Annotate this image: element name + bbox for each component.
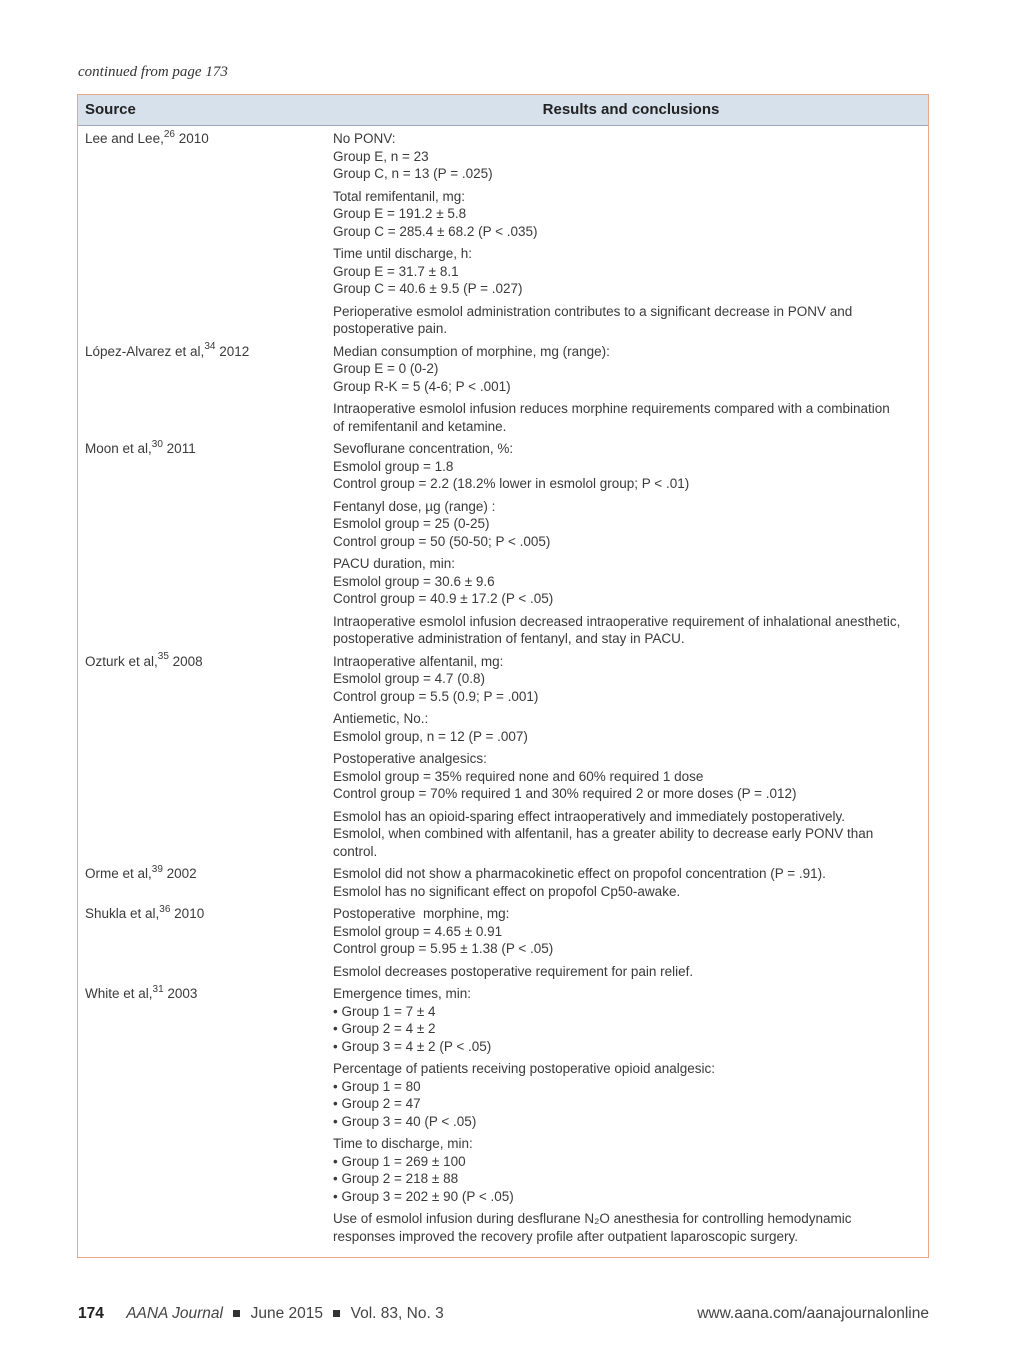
result-line: • Group 2 = 47 [333, 1096, 421, 1111]
result-paragraph [333, 440, 924, 493]
source-reference: 35 [157, 651, 169, 662]
results-table [77, 94, 929, 1258]
result-line: Esmolol group = 25 (0-25) [333, 516, 490, 531]
table-body [78, 126, 928, 1250]
source-cell [78, 440, 333, 653]
result-line: • Group 2 = 4 ± 2 [333, 1021, 436, 1036]
result-line: Fentanyl dose, µg (range) : [333, 498, 496, 514]
source-reference: 26 [163, 128, 175, 140]
result-line: • Group 3 = 40 (P < .05) [333, 1113, 477, 1129]
result-line: • Group 2 = 218 ± 88 [333, 1171, 459, 1186]
result-line: Group E = 191.2 ± 5.8 [333, 206, 467, 221]
result-paragraph [333, 710, 924, 745]
source-reference: 30 [151, 438, 163, 450]
table-row [78, 985, 928, 1250]
page-footer [78, 1305, 929, 1323]
journal-name: AANA Journal [126, 1305, 223, 1322]
source-cell [78, 985, 333, 1250]
results-cell [333, 440, 928, 653]
result-line: • Group 1 = 269 ± 100 [333, 1153, 466, 1169]
result-line: Percentage of patients receiving postoperative opioid analgesic: [333, 1061, 715, 1076]
result-paragraph [333, 343, 924, 396]
result-line: Group C, n = 13 (P = .025) [333, 166, 493, 181]
result-line: Group E = 31.7 ± 8.1 [333, 263, 459, 279]
source-reference: 34 [204, 341, 216, 352]
result-line: Esmolol group = 4.7 (0.8) [333, 671, 485, 686]
result-line: Perioperative esmolol administration contributes to a significant decrease in PONV and [333, 303, 853, 319]
table-row [78, 130, 928, 343]
result-line: • Group 1 = 80 [333, 1078, 421, 1094]
table-header [78, 95, 928, 126]
result-paragraph [333, 963, 924, 981]
header-results: Results and conclusions [542, 101, 720, 118]
result-line: • Group 1 = 7 ± 4 [333, 1003, 436, 1019]
result-paragraph [333, 498, 924, 551]
result-line: Postoperative morphine, mg: [333, 906, 510, 921]
source-year: 2010 [170, 906, 205, 921]
source-reference: 36 [159, 903, 171, 915]
result-line: responses improved the recovery profile after outpatient laparoscopic surgery. [333, 1228, 798, 1244]
source-author: Moon et al, [85, 441, 152, 456]
result-paragraph [333, 130, 924, 183]
result-line: Intraoperative esmolol infusion decreased intraoperative requirement of inhalational anesthetic, [333, 613, 901, 629]
result-paragraph [333, 1060, 924, 1130]
table-row [78, 440, 928, 653]
result-paragraph [333, 865, 924, 900]
result-line: Esmolol has an opioid-sparing effect intraoperatively and immediately postoperatively. [333, 808, 846, 824]
result-line: Use of esmolol infusion during desflurane N₂O anesthesia for controlling hemodynamic [333, 1211, 852, 1226]
source-cell [78, 343, 333, 441]
separator-square-icon [333, 1310, 340, 1317]
source-cell [78, 653, 333, 866]
result-line: Esmolol group = 4.65 ± 0.91 [333, 923, 503, 939]
result-line: Esmolol group = 1.8 [333, 458, 454, 474]
source-cell [78, 130, 333, 343]
separator-square-icon [233, 1310, 240, 1317]
result-paragraph [333, 400, 924, 435]
result-line: Emergence times, min: [333, 986, 472, 1001]
result-paragraph [333, 905, 924, 958]
source-year: 2011 [162, 441, 196, 456]
result-line: Control group = 40.9 ± 17.2 (P < .05) [333, 591, 554, 606]
result-paragraph [333, 985, 924, 1055]
results-cell [333, 343, 928, 441]
result-line: Esmolol group = 30.6 ± 9.6 [333, 573, 495, 589]
result-line: Sevoflurane concentration, %: [333, 441, 514, 456]
result-line: control. [333, 843, 378, 859]
result-line: PACU duration, min: [333, 556, 456, 571]
source-author: Lee and Lee, [85, 131, 164, 146]
result-line: Intraoperative esmolol infusion reduces morphine requirements compared with a combination [333, 401, 890, 416]
result-paragraph [333, 653, 924, 706]
result-line: Control group = 2.2 (18.2% lower in esmolol group; P < .01) [333, 476, 690, 491]
results-cell [333, 905, 928, 985]
result-paragraph [333, 613, 924, 648]
result-paragraph [333, 188, 924, 241]
result-line: Group E = 0 (0-2) [333, 361, 439, 376]
header-source: Source [85, 101, 136, 118]
result-line: Time until discharge, h: [333, 246, 473, 261]
results-cell [333, 865, 928, 905]
result-line: of remifentanil and ketamine. [333, 418, 507, 434]
continued-note: continued from page 173 [78, 64, 228, 80]
result-line: Group C = 285.4 ± 68.2 (P < .035) [333, 223, 538, 239]
table-row [78, 865, 928, 905]
result-line: Esmolol group, n = 12 (P = .007) [333, 728, 528, 744]
source-year: 2003 [163, 986, 198, 1001]
source-author: Orme et al, [85, 866, 152, 881]
results-cell [333, 653, 928, 866]
result-line: Group E, n = 23 [333, 148, 429, 164]
result-line: postoperative administration of fentanyl, and stay in PACU. [333, 631, 685, 646]
source-author: López-Alvarez et al, [85, 343, 205, 359]
result-paragraph [333, 808, 924, 861]
source-author: Shukla et al, [85, 906, 160, 921]
result-line: Antiemetic, No.: [333, 711, 429, 726]
source-author: White et al, [85, 986, 153, 1001]
journal-url: www.aana.com/aanajournalonline [697, 1305, 929, 1322]
result-line: Control group = 5.95 ± 1.38 (P < .05) [333, 941, 554, 956]
result-line: Total remifentanil, mg: [333, 188, 466, 204]
source-author: Ozturk et al, [85, 653, 158, 669]
result-line: Control group = 70% required 1 and 30% required 2 or more doses (P = .012) [333, 786, 797, 801]
result-line: Intraoperative alfentanil, mg: [333, 653, 504, 669]
result-line: Esmolol has no significant effect on propofol Cp50-awake. [333, 883, 681, 899]
source-reference: 31 [152, 983, 164, 995]
result-line: Esmolol, when combined with alfentanil, has a greater ability to decrease early PONV than [333, 826, 874, 841]
result-line: Time to discharge, min: [333, 1136, 473, 1151]
source-year: 2012 [215, 343, 250, 359]
result-line: Group R-K = 5 (4-6; P < .001) [333, 378, 511, 394]
result-paragraph [333, 303, 924, 338]
results-cell [333, 130, 928, 343]
issue-date: June 2015 [250, 1305, 323, 1322]
source-reference: 39 [151, 863, 163, 875]
source-year: 2008 [168, 653, 203, 669]
result-line: Esmolol group = 35% required none and 60% required 1 dose [333, 768, 704, 784]
result-line: Group C = 40.6 ± 9.5 (P = .027) [333, 281, 523, 296]
result-line: Esmolol did not show a pharmacokinetic effect on propofol concentration (P = .91). [333, 866, 826, 881]
results-cell [333, 985, 928, 1250]
source-cell [78, 905, 333, 985]
result-paragraph [333, 1135, 924, 1205]
result-line: Median consumption of morphine, mg (range): [333, 343, 610, 359]
result-line: No PONV: [333, 131, 396, 146]
result-line: Control group = 5.5 (0.9; P = .001) [333, 688, 539, 704]
source-year: 2002 [162, 866, 197, 881]
page-number: 174 [78, 1305, 104, 1322]
table-row [78, 653, 928, 866]
result-line: • Group 3 = 202 ± 90 (P < .05) [333, 1188, 514, 1204]
table-row [78, 343, 928, 441]
result-paragraph [333, 750, 924, 803]
result-paragraph [333, 245, 924, 298]
result-paragraph [333, 555, 924, 608]
result-line: Esmolol decreases postoperative requirement for pain relief. [333, 963, 694, 979]
table-row [78, 905, 928, 985]
result-line: Postoperative analgesics: [333, 751, 487, 766]
issue-volume: Vol. 83, No. 3 [350, 1305, 444, 1322]
result-paragraph [333, 1210, 924, 1245]
result-line: Control group = 50 (50-50; P < .005) [333, 533, 551, 549]
result-line: • Group 3 = 4 ± 2 (P < .05) [333, 1038, 492, 1054]
source-year: 2010 [174, 131, 209, 146]
source-cell [78, 865, 333, 905]
result-line: postoperative pain. [333, 321, 448, 336]
